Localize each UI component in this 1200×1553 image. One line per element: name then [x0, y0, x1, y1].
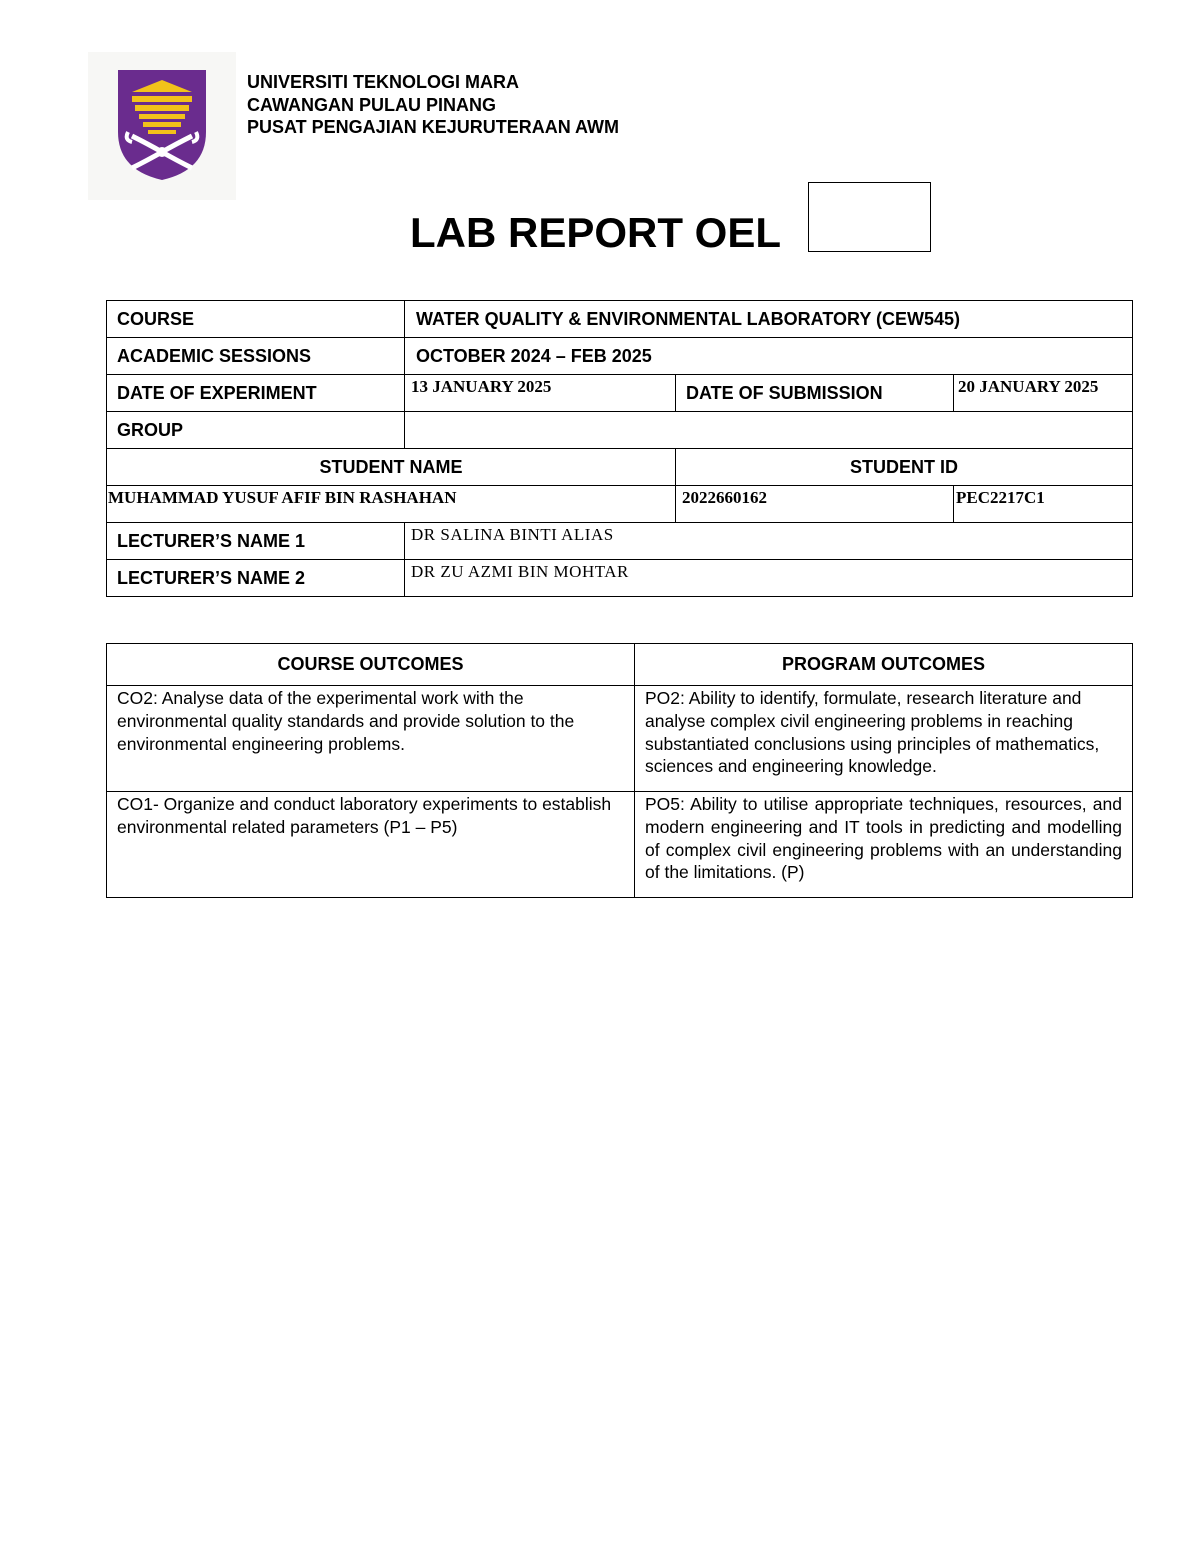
course-value: WATER QUALITY & ENVIRONMENTAL LABORATORY (CEW545): [405, 301, 1133, 338]
session-label: ACADEMIC SESSIONS: [107, 338, 405, 375]
lecturer2-value: DR ZU AZMI BIN MOHTAR: [405, 560, 1133, 597]
program-outcomes-header: PROGRAM OUTCOMES: [635, 644, 1133, 686]
course-row: [107, 301, 1133, 338]
session-row: [107, 338, 1133, 375]
group-label: GROUP: [107, 412, 405, 449]
lecturer1-row: [107, 523, 1133, 560]
report-title: LAB REPORT OEL: [410, 209, 782, 256]
uitm-crest-icon: [88, 52, 236, 200]
student-name: MUHAMMAD YUSUF AFIF BIN RASHAHAN: [107, 486, 676, 523]
date-of-submission-value: 20 JANUARY 2025: [954, 375, 1133, 412]
student-name-header: STUDENT NAME: [107, 449, 676, 486]
lecturer1-value: DR SALINA BINTI ALIAS: [405, 523, 1133, 560]
course-outcomes-header: COURSE OUTCOMES: [107, 644, 635, 686]
student-row: [107, 486, 1133, 523]
program-outcome-po5: PO5: Ability to utilise appropriate techniques, resources, and modern engineering and IT tools in predicting and modelling of complex civil engineering problems with an understanding of the limitations. (P): [635, 792, 1133, 898]
lecturer1-label: LECTURER’S NAME 1: [107, 523, 405, 560]
outcomes-table: [106, 643, 1133, 898]
program-outcome-po2: PO2: Ability to identify, formulate, research literature and analyse complex civil engineering problems in reaching substantiated conclusions using principles of mathematics, sciences and engineering knowledge.: [635, 686, 1133, 792]
lecturer2-row: [107, 560, 1133, 597]
report-info-table: [106, 300, 1133, 597]
group-row: [107, 412, 1133, 449]
title-empty-box: [808, 182, 931, 252]
institution-line-3: PUSAT PENGAJIAN KEJURUTERAAN AWM: [247, 117, 620, 137]
dates-row: [107, 375, 1133, 412]
outcome-row: [107, 686, 1133, 792]
university-logo: [88, 52, 236, 200]
institution-line-1: UNIVERSITI TEKNOLOGI MARA: [247, 72, 520, 92]
group-value: [405, 412, 1133, 449]
institution-line-2: CAWANGAN PULAU PINANG: [247, 94, 497, 115]
institution-heading: [247, 71, 619, 139]
date-of-experiment-label: DATE OF EXPERIMENT: [107, 375, 405, 412]
student-header-row: [107, 449, 1133, 486]
lecturer2-label: LECTURER’S NAME 2: [107, 560, 405, 597]
student-id-header: STUDENT ID: [676, 449, 1133, 486]
student-class: PEC2217C1: [954, 486, 1133, 523]
date-of-experiment-value: 13 JANUARY 2025: [405, 375, 676, 412]
session-value: OCTOBER 2024 – FEB 2025: [405, 338, 1133, 375]
date-of-submission-label: DATE OF SUBMISSION: [676, 375, 954, 412]
course-label: COURSE: [107, 301, 405, 338]
outcome-row: [107, 792, 1133, 898]
course-outcome-co2: CO2: Analyse data of the experimental work with the environmental quality standards and provide solution to the environmental engineering problems.: [107, 686, 635, 792]
student-id: 2022660162: [676, 486, 954, 523]
course-outcome-co1: CO1- Organize and conduct laboratory experiments to establish environmental related parameters (P1 – P5): [107, 792, 635, 898]
outcomes-header-row: [107, 644, 1133, 686]
